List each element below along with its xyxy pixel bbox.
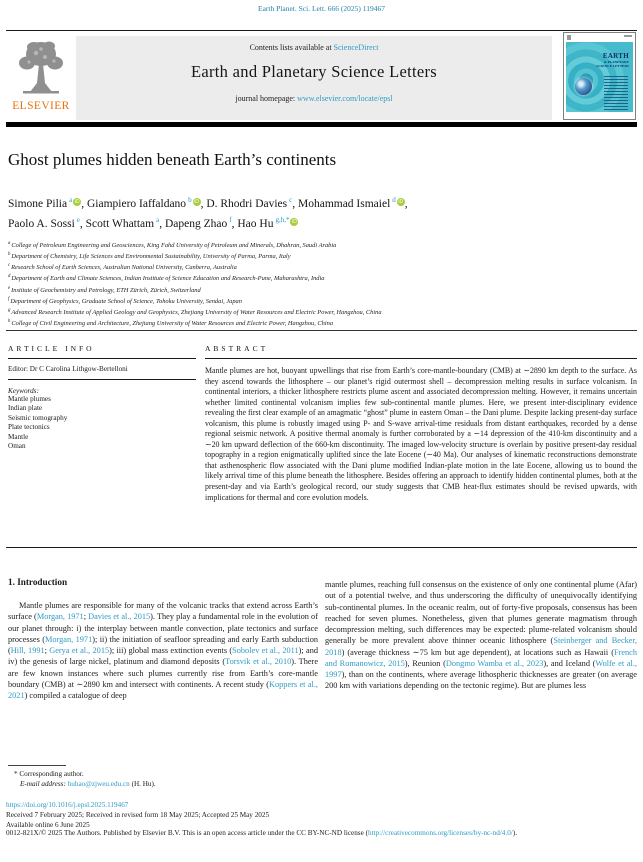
header-top-rule <box>6 30 637 31</box>
affiliation-sup: g,h,* <box>275 215 290 224</box>
globe-icon <box>575 78 592 95</box>
article-title: Ghost plumes hidden beneath Earth’s continents <box>8 150 337 169</box>
affiliation: $^f$Department of Geophysics, Graduate School of Science, Tohoku University, Sendai, Japan <box>8 296 242 305</box>
journal-header-banner <box>76 36 552 120</box>
keyword: Mantle <box>8 432 29 441</box>
body-text: ); and iv) the genesis of large nickel, platinum and diamond deposits ( <box>8 646 318 667</box>
elsevier-logo[interactable] <box>8 37 74 120</box>
body-text: ), Reunion ( <box>404 658 446 668</box>
body-text: Mantle plumes are responsible for many of the volcanic tracks that extend across Earth’s surface ( <box>8 601 318 622</box>
orcid-icon[interactable]: iD <box>292 218 297 225</box>
email-line: E-mail address: huhao@zjweu.edu.cn (H. Hu). <box>20 779 156 788</box>
body-column-right <box>325 579 637 692</box>
cover-art <box>566 42 633 112</box>
body-text: mantle plumes, reaching full consensus on the existence of only one continental plume (Afar) out of a potential twelve, and thus underscoring the difficulty of unequivocally identifying sub-continental plumes. In the oceanic realm, out of forty-five proposals, consensus has been reached for seven plumes. Nonetheless, given that plumes generate magmatism through decompression melting, such differences may be expected: plume-related volcanism should generally be more prevalent above thinner oceanic lithosphere ( <box>325 580 637 646</box>
cover-top-strip <box>564 33 635 42</box>
affiliation: $^a$College of Petroleum Engineering and Geosciences, King Fahd University of Petroleum and Minerals, Dhahran, Saudi Arabia <box>8 241 337 250</box>
author[interactable]: Simone Pilia $^a$ iD , <box>8 196 87 210</box>
affiliation: $^d$Department of Earth and Climate Sciences, Indian Institute of Science Education and Research-Pune, Maharashtra, India <box>8 274 325 283</box>
affiliation-list <box>8 239 628 328</box>
citation-link[interactable]: Koppers et al., 2021 <box>8 679 318 700</box>
doi-link[interactable]: https://doi.org/10.1016/j.epsl.2025.119467 <box>6 801 129 809</box>
body-text: ; <box>83 612 89 622</box>
contents-line: Contents lists available at ScienceDirect <box>249 43 379 52</box>
cover-top-mark-left <box>567 35 571 40</box>
abstract-text: Mantle plumes are hot, buoyant upwellings that rise from Earth’s core-mantle-boundary (CMB) at ∼2890 km depth to the surface. As they ascend towards the lithosphere – our planet’s rigid outermost shell – decompression melting results in surface volcanism. In continental interiors, a thicker lithosphere restricts plume ascent and associated decompression melting. However, it remains uncertain whether limited continental volcanism implies few sub-continental mantle plumes. Here, we present inter-disciplinary evidence revealing the first clear example of an amagmatic “ghost” plume in eastern Oman – the Dani plume. Despite lacking present-day surface volcanism, this plume is robustly imaged using P- and S-wave arrival-time residuals from distant earthquakes, recorded by a dense regional seismic network. A positive thermal anomaly is further corroborated by a ∼14 depression of the 410-km discontinuity and a ∼20 km upward deflection of the 660-km discontinuity. The imaged low-velocity structure is overlain by positive present-day residual topography in a region enigmatically uplifted since the late Eocene (∼40 Ma). Our analyses of kinematic reconstructions demonstrate that asthenospheric flow associated with the Dani plume modified Indian-plate motion in the late Eocene, allowing us to bound the likely arrival time of this plume beneath the lithosphere. Besides offering an approach to identify hidden continental plumes, both at the present-day and via Earth’s geological record, our study suggests that CMB heat-flux estimates should be revised upwards, with implications for thermal and core evolution models. <box>205 366 637 502</box>
author-list <box>8 192 408 232</box>
body-text: ). There are few known instances where such plumes currently rise from Earth’s core-mantle boundary (CMB) at ∼2890 km and intersect with continents. A recent study ( <box>8 657 319 689</box>
author[interactable]: Hao Hu $^{g,h,*}$ iD <box>237 215 297 230</box>
abstract-column <box>205 344 637 503</box>
affiliation: $^h$College of Civil Engineering and Architecture, Zhejiang University of Water Resources and Electric Power, Hangzhou, China <box>8 318 334 327</box>
section-heading-introduction: 1. Introduction <box>8 577 68 587</box>
keyword: Indian plate <box>8 404 43 413</box>
citation-link[interactable]: Gerya et al., 2015 <box>49 646 110 655</box>
body-text: ), than on the continents, where average lithospheric thicknesses are greater (on average 200 km with variations depending on the tectonic regime). But are plumes less <box>325 670 637 691</box>
orcid-icon[interactable]: iD <box>194 198 199 205</box>
citation-link[interactable]: Hill, 1991 <box>10 646 45 655</box>
citation-link[interactable]: Torsvik et al., 2010 <box>225 657 292 667</box>
citation-link[interactable]: Morgan, 1971 <box>36 612 84 622</box>
abstract-bottom-rule <box>6 547 637 548</box>
body-text: ) (average thickness ∼75 km but age dependent), at locations such as Hawaii ( <box>341 647 614 657</box>
license-link[interactable]: http://creativecommons.org/licenses/by-nc-nd/4.0/ <box>368 829 513 837</box>
cover-article-list <box>604 76 628 110</box>
affiliation-sup: a <box>156 215 160 224</box>
email-link[interactable]: huhao@zjweu.edu.cn <box>67 779 130 788</box>
author-line-2 <box>8 212 408 232</box>
citation-link[interactable]: French and Romanowicz, 2015 <box>325 647 637 668</box>
citation-link[interactable]: Wolfe et al., 1997 <box>325 658 637 679</box>
body-text: ), and Iceland ( <box>543 658 596 668</box>
journal-title: Earth and Planetary Science Letters <box>191 62 437 81</box>
copyright-line: 0012-821X/© 2025 The Authors. Published by Elsevier B.V. This is an open access article under the CC BY-NC-ND license (http://creativecommons.org/licenses/by-nc-nd/4.0/). <box>6 829 517 837</box>
corresponding-author-footnote <box>14 770 156 789</box>
affiliation-sup: a <box>69 196 73 204</box>
citation-link[interactable]: Dongmo Wamba et al., 2023 <box>445 658 544 668</box>
available-online-line: Available online 6 June 2025 <box>6 820 90 829</box>
journal-homepage-link[interactable]: www.elsevier.com/locate/epsl <box>297 94 393 103</box>
cover-title: EARTH & PLANETARY SCIENCE LETTERS <box>596 52 629 69</box>
elsevier-wordmark: ELSEVIER <box>12 100 70 112</box>
body-column-left <box>8 600 318 701</box>
body-text: ). They play a fundamental role in the evolution of our planet through: i) the interplay between mantle convection, plate tectonics and surface processes ( <box>8 612 318 644</box>
author-line-1 <box>8 192 408 212</box>
author[interactable]: Giampiero Iaffaldano $^b$ iD , <box>86 196 207 210</box>
keyword: Oman <box>8 442 26 451</box>
author[interactable]: Paolo A. Sossi $^e$, <box>8 215 86 230</box>
cover-top-mark-right <box>624 35 632 37</box>
body-text: ) compiled a catalogue of deep <box>24 691 127 700</box>
affiliation-sup: b <box>188 196 192 204</box>
citation-link[interactable]: Davies et al., 2015 <box>88 612 151 622</box>
keywords-label: Keywords: <box>8 387 39 395</box>
abstract-rule <box>205 358 637 359</box>
keyword: Mantle plumes <box>8 395 51 403</box>
author[interactable]: Dapeng Zhao $^f$, <box>164 215 238 230</box>
homepage-line: journal homepage: www.elsevier.com/locate/epsl <box>235 94 393 103</box>
elsevier-tree-icon <box>8 37 74 101</box>
citation-link[interactable]: Sobolev et al., 2011 <box>232 646 299 655</box>
journal-cover-thumbnail[interactable] <box>563 32 636 120</box>
received-dates-line: Received 7 February 2025; Received in revised form 18 May 2025; Accepted 25 May 2025 <box>6 811 270 819</box>
body-text: ); iii) global mass extinction events ( <box>109 646 233 655</box>
running-head-citation[interactable]: Earth Planet. Sci. Lett. 666 (2025) 119467 <box>258 4 385 13</box>
affiliation: $^e$Institute of Geochemistry and Petrology, ETH Zürich, Zürich, Switzerland <box>8 285 201 294</box>
info-rule <box>8 358 196 359</box>
orcid-icon[interactable]: iD <box>398 198 404 205</box>
orcid-icon[interactable]: iD <box>74 198 80 205</box>
affiliation-sup: d <box>392 196 396 204</box>
affiliation-sup: c <box>289 196 293 204</box>
affiliation-sup: e <box>76 215 80 224</box>
citation-link[interactable]: Steinberger and Becker, 2018 <box>325 636 637 657</box>
header-thick-bar <box>6 122 637 127</box>
keyword: Plate tectonics <box>8 423 50 432</box>
affiliation: $^g$Advanced Research Institute of Applied Geology and Geophysics, Zhejiang University of Water Resources and Electric Power, Hangzhou, China <box>8 307 382 316</box>
body-text: ); ii) the initiation of seafloor spreading and early Earth subduction ( <box>8 634 318 655</box>
affiliation: $^b$Department of Chemistry, Life Sciences and Environmental Sustainability, University of Parma, Parma, Italy <box>8 252 291 261</box>
affiliation: $^c$Research School of Earth Sciences, Australian National University, Canberra, Australia <box>8 263 237 272</box>
corresponding-author-line: * Corresponding author. <box>14 770 84 778</box>
abstract-heading: ABSTRACT <box>205 344 269 353</box>
footnote-rule <box>8 765 66 766</box>
author[interactable]: Scott Whattam $^a$, <box>85 215 165 230</box>
article-info-column <box>8 344 196 451</box>
author[interactable]: D. Rhodri Davies $^c$, <box>206 196 298 210</box>
editor-line: Editor: Dr C Carolina Lithgow-Bertelloni <box>8 365 128 373</box>
affiliation-sup: f <box>229 215 232 224</box>
author[interactable]: Mohammad Ismaiel $^d$ iD , <box>297 196 408 210</box>
body-text: ; <box>44 646 50 655</box>
keyword: Seismic tomography <box>8 413 68 422</box>
sciencedirect-link[interactable]: ScienceDirect <box>333 43 379 52</box>
citation-link[interactable]: Morgan, 1971 <box>45 634 93 644</box>
info-rule-2 <box>8 379 196 380</box>
article-info-heading: ARTICLE INFO <box>8 344 95 353</box>
affiliation-bottom-rule <box>6 330 637 331</box>
